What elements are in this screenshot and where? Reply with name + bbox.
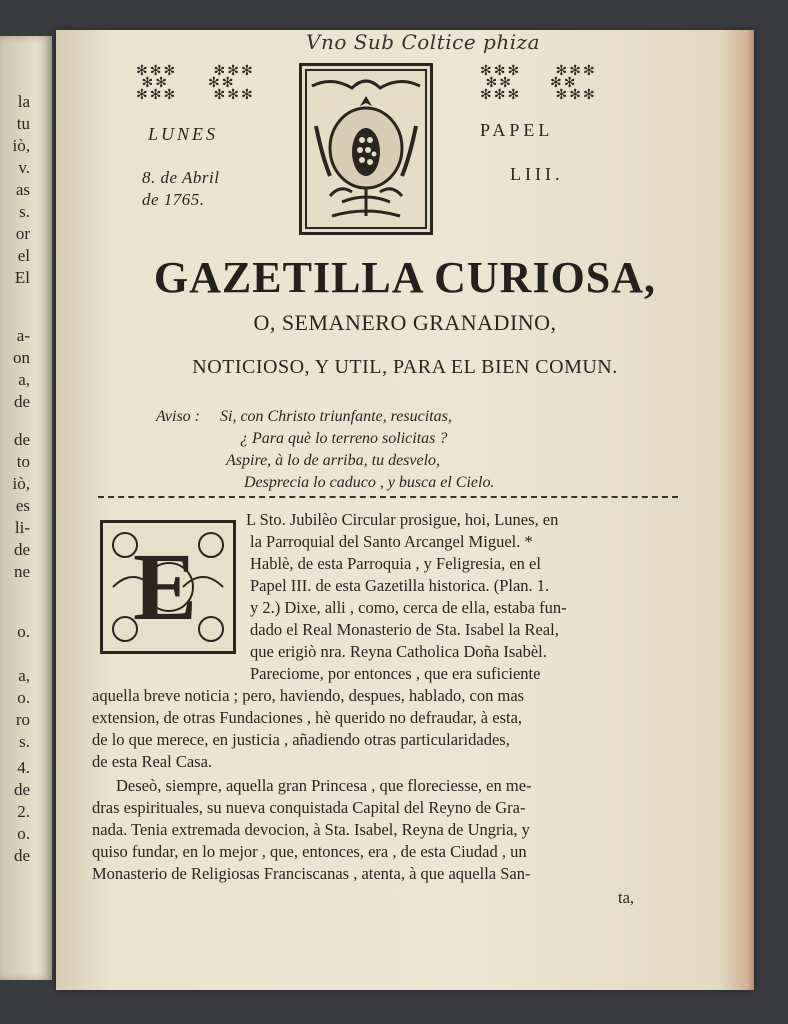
left-page-text-fragment: a, [18,666,30,685]
left-page-text-fragment: ne [13,562,30,581]
paper-label: PAPEL [480,120,554,140]
body-text-line: extension, de otras Fundaciones , hè querido no defraudar, à esta, [92,708,523,727]
body-text-line: Papel III. de esta Gazetilla historica. (Plan. 1. [250,576,550,595]
body-text-line: aquella breve noticia ; pero, haviendo, despues, hablado, con mas [92,686,525,705]
handwritten-note: Vno Sub Coltice phiza [306,30,541,54]
body-text-line: Deseò, siempre, aquella gran Princesa , que floreciesse, en me- [116,776,532,795]
masthead-subtitle-2: NOTICIOSO, Y UTIL, PARA EL BIEN COMUN. [192,356,618,378]
aviso-line: Desprecia lo caduco , y busca el Cielo. [244,474,495,491]
decorated-initial [100,520,236,654]
left-page-text-fragment: o. [17,824,30,843]
left-page-text-fragment: to [16,452,30,471]
left-page-text-fragment: o. [17,688,30,707]
body-text-line: quiso fundar, en lo mejor , que, entonces, era , de esta Ciudad , un [92,842,527,861]
paper-number: LIII. [510,164,564,184]
left-page-text-fragment: de [13,540,30,559]
right-page [56,30,754,990]
left-page-text-fragment: es [15,496,30,515]
left-page-text-fragment: El [14,268,30,287]
body-text-line: de esta Real Casa. [92,752,213,771]
star-ornament-icon: ✻✻✻ ✻✻ ✻✻✻ [208,64,255,103]
date-line-1: 8. de Abril [142,168,220,187]
star-ornament-icon: ✻✻✻ ✻✻ ✻✻✻ [550,64,597,103]
left-page-text-fragment: s. [19,202,30,221]
left-page-text-fragment: tu [16,114,30,133]
left-page-text-fragment: de [13,780,30,799]
body-text-line: dras espirituales, su nueva conquistada Capital del Reyno de Gra- [92,798,526,817]
left-page-edge [0,36,52,980]
left-page-text-fragment: as [15,180,30,199]
left-page-text-fragment: 2. [17,802,30,821]
left-page-text-fragment: a, [18,370,30,389]
left-page-text-fragment: iò, [12,136,30,155]
left-page-text-fragment: v. [18,158,30,177]
left-page-text-fragment: s. [19,732,30,751]
left-page-text-fragment: de [13,430,30,449]
date-line-2: de 1765. [142,190,205,209]
star-ornament-icon: ✻✻✻ ✻✻ ✻✻✻ [480,64,522,103]
pomegranate-woodcut-icon [299,63,433,235]
aviso-line: Aspire, à lo de arriba, tu desvelo, [226,452,441,469]
body-text-line: de lo que merece, en justicia , añadiendo otras particularidades, [92,730,510,749]
left-page-text-fragment: li- [14,518,30,537]
body-text-line: que erigiò nra. Reyna Catholica Doña Isabèl. [250,642,547,661]
left-page-text-fragment: o. [17,622,30,641]
masthead-subtitle: O, SEMANERO GRANADINO, [253,310,557,335]
divider [98,496,678,501]
aviso-line: Si, con Christo triunfante, resucitas, [220,408,452,425]
body-text-line: y 2.) Dixe, alli , como, cerca de ella, estaba fun- [250,598,567,617]
initial-letter: E [133,533,198,640]
body-text-line: dado el Real Monasterio de Sta. Isabel la Real, [250,620,559,639]
body-text-line: la Parroquial del Santo Arcangel Miguel. * [250,532,533,551]
body-text-line: Pareciome, por entonces , que era suficiente [250,664,541,683]
body-text-line: Hablè, de esta Parroquia , y Feligresia, en el [250,554,541,573]
left-page-text-fragment: a- [16,326,30,345]
left-page-text-fragment: la [17,92,30,111]
page-edge [746,30,754,990]
aviso-line: ¿ Para què lo terreno solicitas ? [240,430,448,447]
left-page-text-fragment: ro [15,710,30,729]
aviso-label: Aviso : [156,408,200,425]
left-page-text-fragment: 4. [17,758,30,777]
body-text-line: ta, [618,888,635,907]
star-ornament-icon: ✻✻✻ ✻✻ ✻✻✻ [136,64,178,103]
body-text-line: Monasterio de Religiosas Franciscanas , atenta, à que aquella San- [92,864,531,883]
left-page-text-fragment: or [15,224,30,243]
body-text-line: L Sto. Jubilèo Circular prosigue, hoi, Lunes, en [246,510,559,529]
left-page-text-fragment: de [13,846,30,865]
left-page-text-fragment: iò, [12,474,30,493]
left-page-text-fragment: de [13,392,30,411]
body-text-line: nada. Tenia extremada devocion, à Sta. Isabel, Reyna de Ungria, y [92,820,530,839]
left-page-text-fragment: el [17,246,30,265]
page-title: GAZETILLA CURIOSA, [153,253,657,302]
left-page-text-fragment: on [13,348,30,367]
day-label: LUNES [148,124,219,144]
